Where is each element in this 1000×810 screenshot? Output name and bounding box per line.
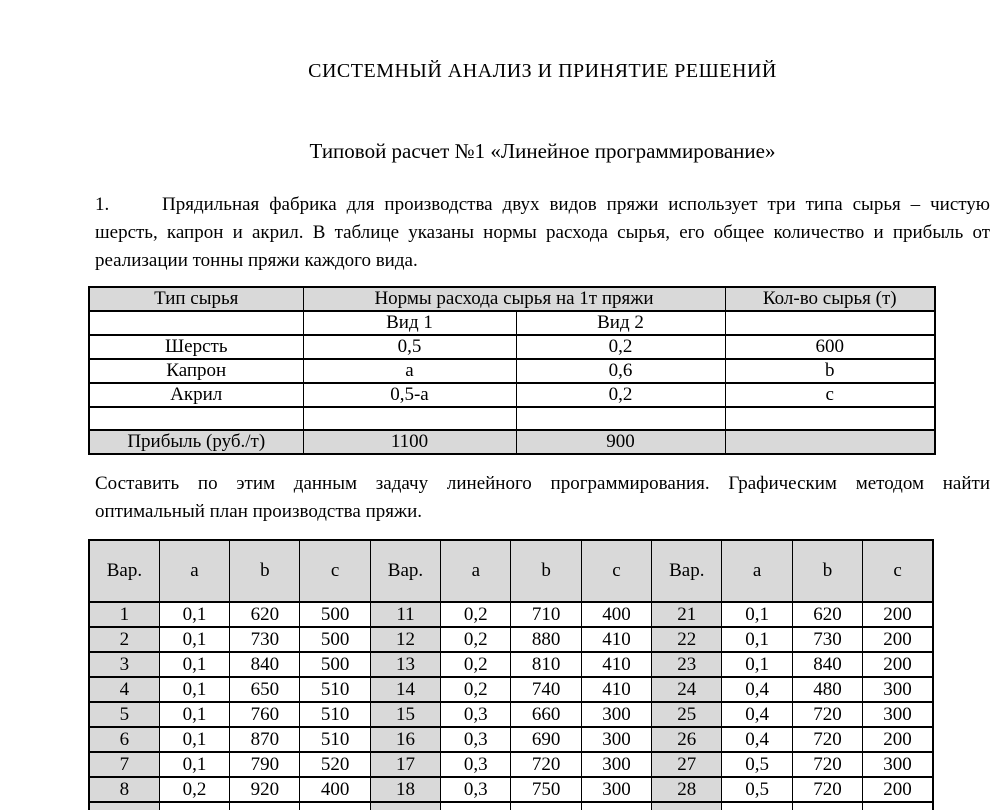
paragraph-line: Составить по этим данным задачу линейного программирования. Графическим методом найти (95, 473, 990, 494)
table-cell: 11 (370, 602, 440, 627)
table-row (89, 702, 933, 727)
table-cell: 22 (652, 627, 722, 652)
table-cell: 720 (792, 727, 862, 752)
table-row (89, 777, 933, 802)
table-cell: 300 (581, 702, 651, 727)
table-cell (370, 802, 440, 810)
table-cell: 23 (652, 652, 722, 677)
table-cell: 14 (370, 677, 440, 702)
table-cell: 3 (89, 652, 159, 677)
table-cell: 730 (792, 627, 862, 652)
table-cell: 840 (792, 652, 862, 677)
table-cell (300, 802, 370, 810)
table-cell: 750 (511, 777, 581, 802)
table-cell: 600 (725, 335, 935, 359)
table-cell: a (441, 540, 511, 602)
table-cell: 720 (511, 752, 581, 777)
table-cell: 0,5 (722, 752, 792, 777)
problem-paragraph (95, 191, 990, 275)
table-cell: 0,1 (159, 652, 229, 677)
table-cell (89, 802, 159, 810)
table-cell: 28 (652, 777, 722, 802)
table-cell (89, 407, 303, 430)
table-cell: 720 (792, 752, 862, 777)
table-row (89, 383, 935, 407)
table-cell: 7 (89, 752, 159, 777)
table-cell: 500 (300, 652, 370, 677)
table-cell (652, 802, 722, 810)
table-cell: 760 (230, 702, 300, 727)
table-cell (863, 802, 933, 810)
table-cell: 300 (863, 702, 933, 727)
table-cell: 1 (89, 602, 159, 627)
table-cell: 0,1 (159, 627, 229, 652)
materials-header-row (89, 287, 935, 311)
table-cell: 200 (863, 727, 933, 752)
table-cell: 0,2 (441, 602, 511, 627)
table-row (89, 407, 935, 430)
table-cell: 710 (511, 602, 581, 627)
table-cell (89, 311, 303, 335)
table-cell: 0,5-a (303, 383, 516, 407)
table-cell: 0,1 (159, 727, 229, 752)
table-cell: 4 (89, 677, 159, 702)
table-cell: c (863, 540, 933, 602)
table-cell: Вар. (89, 540, 159, 602)
table-cell: 0,6 (516, 359, 725, 383)
table-cell: a (303, 359, 516, 383)
table-cell (159, 802, 229, 810)
table-cell: 200 (863, 627, 933, 652)
table-cell: 2 (89, 627, 159, 652)
table-cell: 880 (511, 627, 581, 652)
table-row (89, 359, 935, 383)
table-cell: 18 (370, 777, 440, 802)
table-cell: 720 (792, 702, 862, 727)
table-cell: 510 (300, 727, 370, 752)
doc-subtitle: Типовой расчет №1 «Линейное программирование» (309, 139, 776, 163)
table-cell: 26 (652, 727, 722, 752)
table-cell: 12 (370, 627, 440, 652)
table-cell: 300 (863, 677, 933, 702)
materials-table-body (89, 335, 935, 454)
table-cell: 0,1 (159, 602, 229, 627)
table-cell: 790 (230, 752, 300, 777)
table-cell: 650 (230, 677, 300, 702)
table-cell: 0,1 (722, 652, 792, 677)
variants-header-row (89, 540, 933, 602)
table-cell: 0,3 (441, 777, 511, 802)
table-cell: 0,4 (722, 677, 792, 702)
table-cell: 0,5 (303, 335, 516, 359)
table-cell: 0,3 (441, 727, 511, 752)
table-cell: 200 (863, 602, 933, 627)
table-cell: 400 (581, 602, 651, 627)
materials-header-norms: Нормы расхода сырья на 1т пряжи (303, 287, 725, 311)
table-cell: 17 (370, 752, 440, 777)
table-cell: 410 (581, 677, 651, 702)
table-cell: 620 (230, 602, 300, 627)
table-cell: 510 (300, 677, 370, 702)
table-cell: Акрил (89, 383, 303, 407)
materials-subheader-row (89, 311, 935, 335)
paragraph-line: оптимальный план производства пряжи. (95, 501, 423, 522)
table-cell (725, 311, 935, 335)
table-cell: 480 (792, 677, 862, 702)
table-cell: 300 (581, 777, 651, 802)
variants-table (88, 539, 934, 810)
table-cell: 620 (792, 602, 862, 627)
paragraph-line: шерсть, капрон и акрил. В таблице указаны нормы расхода сырья, его общее количество и прибыль от (95, 222, 990, 243)
table-cell: 25 (652, 702, 722, 727)
table-cell: Вар. (652, 540, 722, 602)
page-title: СИСТЕМНЫЙ АНАЛИЗ И ПРИНЯТИЕ РЕШЕНИЙ (308, 60, 777, 82)
table-cell (511, 802, 581, 810)
table-row (89, 677, 933, 702)
materials-header-amount: Кол-во сырья (т) (725, 287, 935, 311)
table-cell: 720 (792, 777, 862, 802)
table-cell: 300 (863, 752, 933, 777)
table-row (89, 727, 933, 752)
table-cell: 810 (511, 652, 581, 677)
table-cell: 0,2 (441, 677, 511, 702)
table-cell: 1100 (303, 430, 516, 454)
table-row (89, 430, 935, 454)
table-cell: 0,2 (516, 335, 725, 359)
table-cell: a (159, 540, 229, 602)
table-cell: 520 (300, 752, 370, 777)
table-cell: 500 (300, 602, 370, 627)
table-cell: 13 (370, 652, 440, 677)
table-cell: 0,1 (159, 677, 229, 702)
materials-header-type: Тип сырья (89, 287, 303, 311)
table-cell: c (725, 383, 935, 407)
paragraph-line (95, 191, 990, 219)
table-row (89, 335, 935, 359)
table-cell: 200 (863, 777, 933, 802)
paragraph-line: реализации тонны пряжи каждого вида. (95, 250, 418, 271)
table-cell: 840 (230, 652, 300, 677)
table-cell: 8 (89, 777, 159, 802)
table-cell (581, 802, 651, 810)
table-cell (725, 430, 935, 454)
table-row (89, 602, 933, 627)
table-cell: 0,3 (441, 702, 511, 727)
table-cell: 660 (511, 702, 581, 727)
table-cell: 6 (89, 727, 159, 752)
table-cell (441, 802, 511, 810)
table-cell: b (230, 540, 300, 602)
table-cell: 0,1 (722, 602, 792, 627)
table-cell: 5 (89, 702, 159, 727)
paragraph-text: Прядильная фабрика для производства двух видов пряжи использует три типа сырья – чистую (162, 194, 990, 215)
table-cell (725, 407, 935, 430)
table-cell: 0,2 (516, 383, 725, 407)
table-cell: Шерсть (89, 335, 303, 359)
table-cell: 870 (230, 727, 300, 752)
materials-subheader-vid1: Вид 1 (303, 311, 516, 335)
table-cell: 24 (652, 677, 722, 702)
table-cell: b (511, 540, 581, 602)
table-cell: 900 (516, 430, 725, 454)
table-cell: 300 (581, 727, 651, 752)
table-cell: 0,5 (722, 777, 792, 802)
table-cell: 730 (230, 627, 300, 652)
table-cell: 15 (370, 702, 440, 727)
table-cell: 21 (652, 602, 722, 627)
table-cell: c (581, 540, 651, 602)
table-cell: b (792, 540, 862, 602)
table-row (89, 627, 933, 652)
table-cell: c (300, 540, 370, 602)
table-cell: 410 (581, 627, 651, 652)
table-cell (303, 407, 516, 430)
table-cell (722, 802, 792, 810)
table-cell (516, 407, 725, 430)
table-cell: a (722, 540, 792, 602)
table-cell: 0,2 (159, 777, 229, 802)
table-cell (230, 802, 300, 810)
table-cell: 300 (581, 752, 651, 777)
table-cell: 0,3 (441, 752, 511, 777)
table-cell: 0,4 (722, 727, 792, 752)
table-cell: b (725, 359, 935, 383)
table-row (89, 752, 933, 777)
table-row (89, 802, 933, 810)
variants-table-body (89, 602, 933, 810)
table-cell: 0,2 (441, 627, 511, 652)
table-cell: 0,2 (441, 652, 511, 677)
table-cell: 0,4 (722, 702, 792, 727)
table-cell: 920 (230, 777, 300, 802)
table-cell: 690 (511, 727, 581, 752)
table-cell: 410 (581, 652, 651, 677)
table-cell: 400 (300, 777, 370, 802)
problem-number: 1. (95, 194, 110, 215)
table-cell: 510 (300, 702, 370, 727)
materials-subheader-vid2: Вид 2 (516, 311, 725, 335)
table-cell: 0,1 (159, 752, 229, 777)
table-row (89, 652, 933, 677)
table-cell: Капрон (89, 359, 303, 383)
table-cell: 0,1 (722, 627, 792, 652)
table-cell: 500 (300, 627, 370, 652)
materials-table (88, 286, 936, 455)
table-cell: 27 (652, 752, 722, 777)
table-cell: 0,1 (159, 702, 229, 727)
table-cell: Вар. (370, 540, 440, 602)
table-cell (792, 802, 862, 810)
task-paragraph (95, 470, 990, 526)
table-cell: 200 (863, 652, 933, 677)
table-cell: 740 (511, 677, 581, 702)
table-cell: Прибыль (руб./т) (89, 430, 303, 454)
table-cell: 16 (370, 727, 440, 752)
